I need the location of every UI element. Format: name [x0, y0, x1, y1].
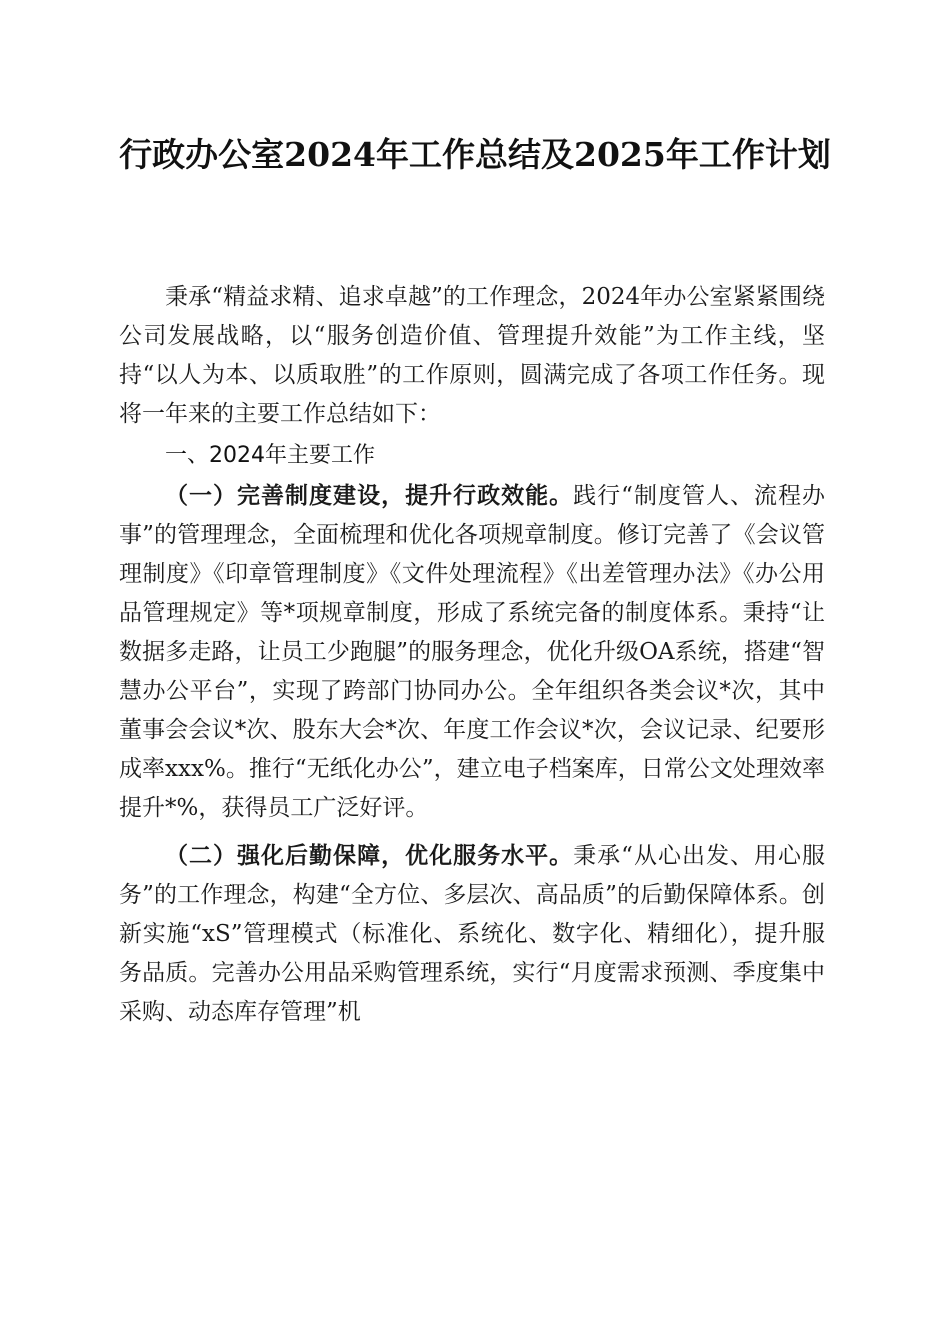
paragraph-item-1 [119, 476, 825, 828]
intro-paragraph: 秉承“精益求精、追求卓越”的工作理念，2024年办公室紧紧围绕公司发展战略，以“服务创造价值、管理提升效能”为工作主线，坚持“以人为本、以质取胜”的工作原则，圆满完成了各项工作任务。现将一年来的主要工作总结如下： [119, 284, 825, 427]
document-title: 行政办公室2024年工作总结及2025年工作计划 [119, 135, 831, 174]
section-heading-main-work: 一、2024年主要工作 [165, 443, 375, 468]
paragraph-item-1-lead: （一）完善制度建设，提升行政效能。 [165, 482, 574, 509]
document-body [119, 278, 825, 1032]
paragraph-item-2 [119, 836, 825, 1032]
paragraph-item-2-body: 秉承“从心出发、用心服务”的工作理念，构建“全方位、多层次、高品质”的后勤保障体系。创新实施“xS”管理模式（标准化、系统化、数字化、精细化），提升服务品质。完善办公用品采购管理系统，实行“月度需求预测、季度集中采购、动态库存管理”机 [119, 843, 826, 1025]
paragraph-item-1-body: 践行“制度管人、流程办事”的管理理念，全面梳理和优化各项规章制度。修订完善了《会议管理制度》《印章管理制度》《文件处理流程》《出差管理办法》《办公用品管理规定》等*项规章制度，形成了系统完备的制度体系。秉持“让数据多走路，让员工少跑腿”的服务理念，优化升级OA系统，搭建“智慧办公平台”，实现了跨部门协同办公。全年组织各类会议*次，其中董事会会议*次、股东大会*次、年度工作会议*次，会议记录、纪要形成率xxx%。推行“无纸化办公”，建立电子档案库，日常公文处理效率提升*%，获得员工广泛好评。 [119, 483, 826, 821]
paragraph-item-2-lead: （二）强化后勤保障，优化服务水平。 [165, 842, 574, 869]
